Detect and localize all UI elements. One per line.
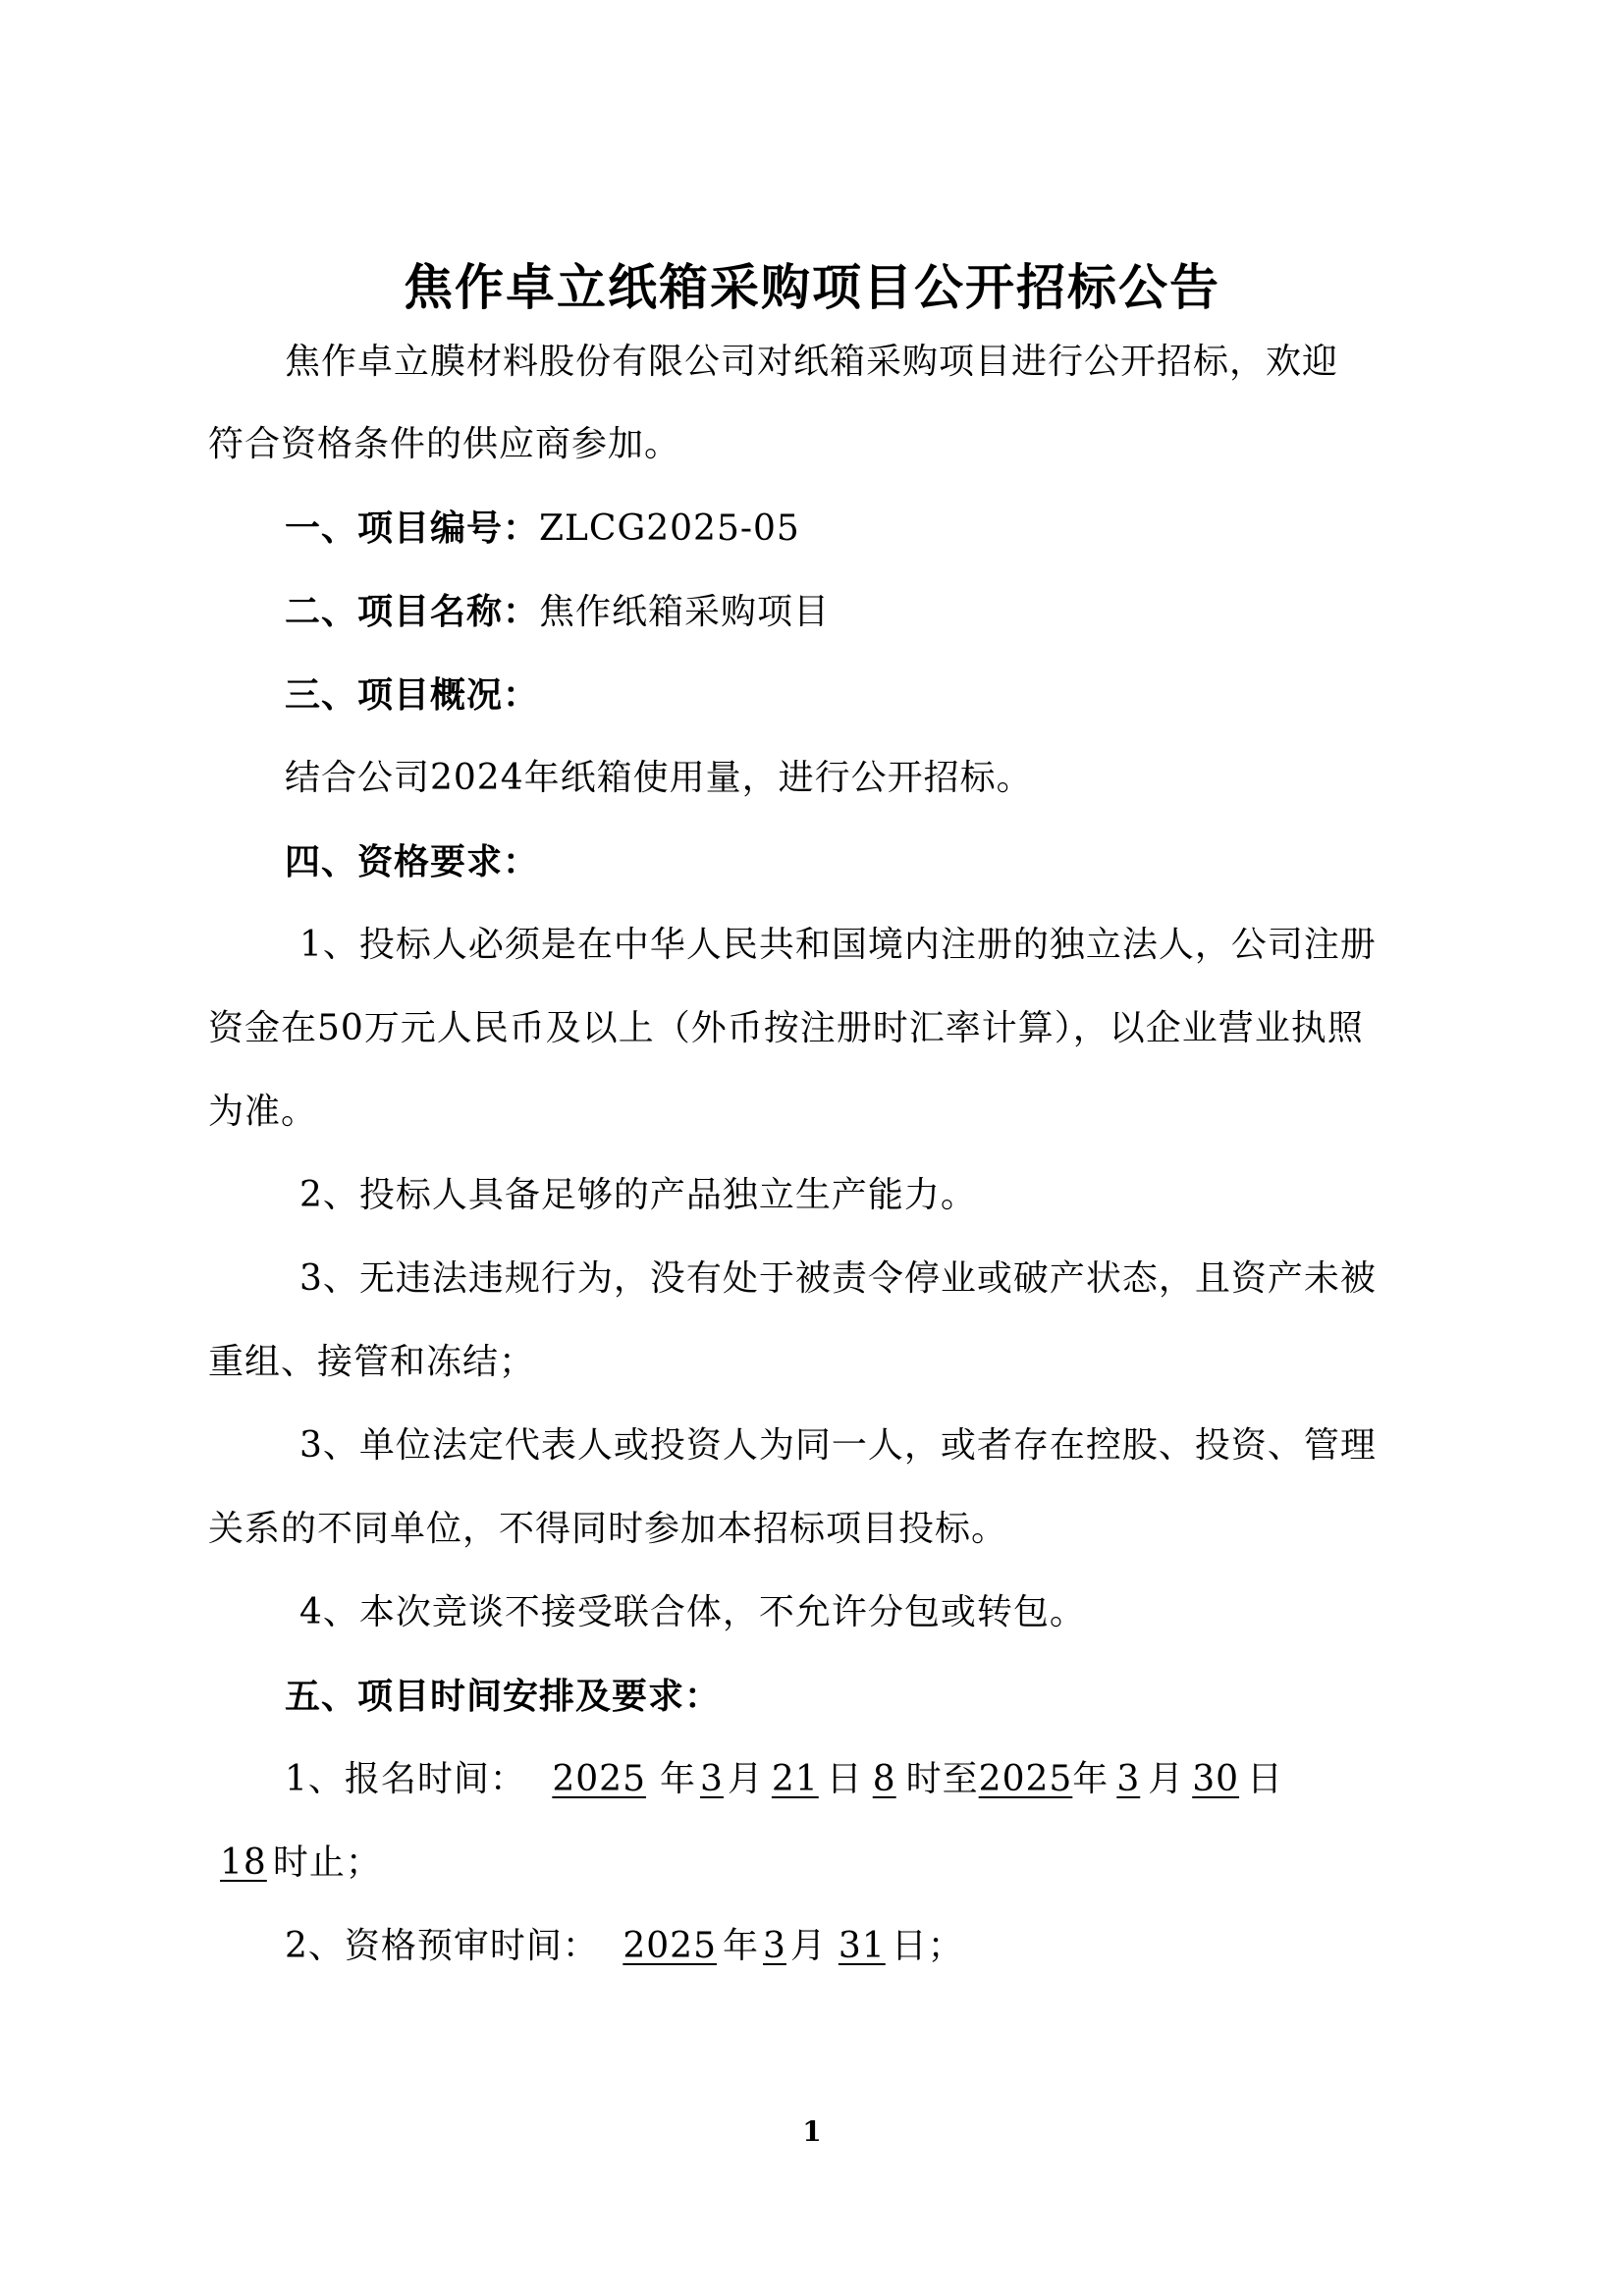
registration-end-hour: 18: [220, 1842, 267, 1883]
registration-end-year: 2025: [978, 1759, 1073, 1799]
registration-end-day: 30: [1192, 1759, 1240, 1799]
intro-line-1: 焦作卓立膜材料股份有限公司对纸箱采购项目进行公开招标，欢迎: [285, 342, 1339, 382]
requirement-4-line-1: 4、本次竞谈不接受联合体，不允许分包或转包。: [299, 1592, 1086, 1632]
document-title: 焦作卓立纸箱采购项目公开招标公告: [404, 258, 1220, 316]
overview-body: 结合公司2024年纸箱使用量，进行公开招标。: [285, 758, 1033, 798]
prequalification-time-line: [285, 1922, 964, 1971]
registration-time-line-1: [285, 1755, 1283, 1804]
registration-label: 1、报名时间：: [285, 1759, 526, 1799]
section-project-name: [285, 587, 830, 637]
year-char: 年: [659, 1759, 696, 1799]
section-qualification-heading: 四、资格要求：: [285, 841, 540, 882]
requirement-1-line-2: 资金在50万元人民币及以上（外币按注册时汇率计算），以企业营业执照: [208, 1008, 1364, 1048]
section-schedule-heading: 五、项目时间安排及要求：: [285, 1676, 722, 1717]
registration-end-month: 3: [1116, 1759, 1141, 1799]
year-char: 年: [722, 1926, 759, 1966]
section-heading: 一、项目编号：: [285, 507, 540, 549]
requirement-3-line-1: 3、无违法违规行为，没有处于被责令停业或破产状态，且资产未被: [299, 1258, 1377, 1299]
month-char: 月: [789, 1926, 827, 1966]
prequal-day: 31: [838, 1926, 886, 1966]
registration-start-month: 3: [700, 1759, 724, 1799]
year-char: 年: [1072, 1759, 1110, 1799]
requirement-3-line-2: 重组、接管和冻结；: [208, 1342, 536, 1382]
section-overview-heading: 三、项目概况：: [285, 674, 540, 716]
project-name-value: 焦作纸箱采购项目: [539, 592, 831, 632]
requirement-3b-line-2: 关系的不同单位，不得同时参加本招标项目投标。: [208, 1509, 1008, 1549]
section-heading: 二、项目名称：: [285, 591, 540, 632]
requirement-1-line-1: 1、投标人必须是在中华人民共和国境内注册的独立法人，公司注册: [299, 925, 1377, 965]
hour-to: 时至: [905, 1759, 979, 1799]
section-project-number: [285, 504, 800, 554]
month-char: 月: [1148, 1759, 1185, 1799]
day-char: 日: [826, 1759, 863, 1799]
page-number: 1: [802, 2115, 822, 2148]
requirement-3b-line-1: 3、单位法定代表人或投资人为同一人，或者存在控股、投资、管理: [299, 1425, 1377, 1466]
month-char: 月: [727, 1759, 764, 1799]
day-char: 日: [1247, 1759, 1284, 1799]
registration-end-suffix: 时止；: [272, 1842, 382, 1883]
registration-start-hour: 8: [872, 1759, 896, 1799]
registration-start-year: 2025: [552, 1759, 646, 1799]
prequal-suffix: 日；: [891, 1926, 964, 1966]
intro-line-2: 符合资格条件的供应商参加。: [208, 424, 681, 464]
prequal-month: 3: [763, 1926, 786, 1966]
requirement-2-line-1: 2、投标人具备足够的产品独立生产能力。: [299, 1175, 977, 1215]
prequal-label: 2、资格预审时间：: [285, 1926, 599, 1966]
registration-time-line-2: [208, 1839, 382, 1888]
requirement-1-line-3: 为准。: [208, 1092, 318, 1132]
project-number-value: ZLCG2025-05: [539, 508, 800, 549]
registration-start-day: 21: [771, 1759, 819, 1799]
prequal-year: 2025: [623, 1926, 717, 1966]
